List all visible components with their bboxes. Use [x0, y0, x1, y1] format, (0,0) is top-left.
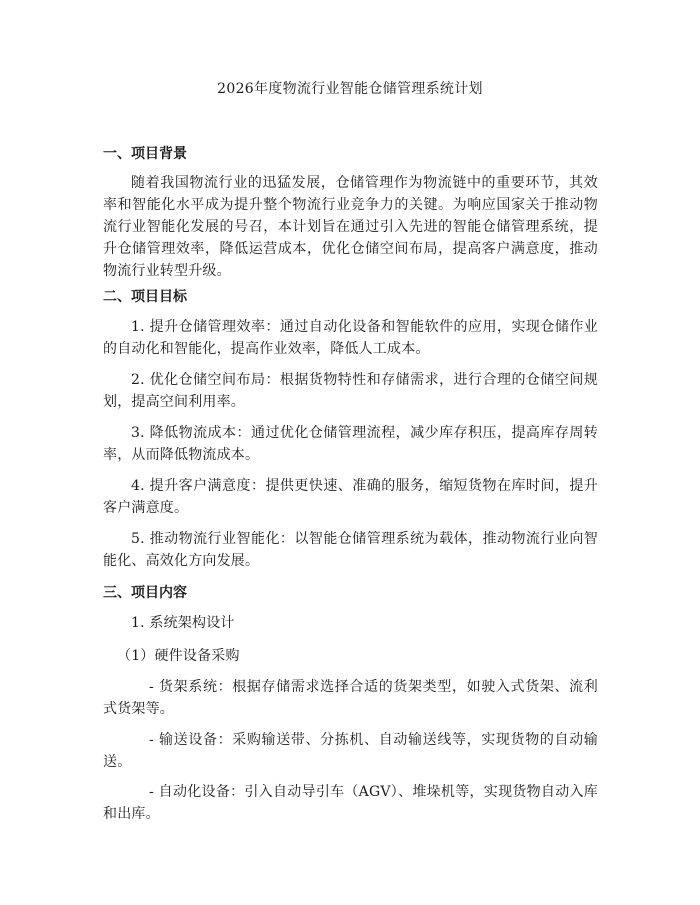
goal-item-2: 2. 优化仓储空间布局：根据货物特性和存储需求，进行合理的仓储空间规划，提高空间利用率。 — [103, 372, 598, 410]
hardware-item-automation-text: - 自动化设备：引入自动导引车（AGV）、堆垛机等，实现货物自动入库和出库。 — [103, 784, 598, 822]
goal-item-1: 1. 提升仓储管理效率：通过自动化设备和智能软件的应用，实现仓储作业的自动化和智能化，提高作业效率，降低人工成本。 — [103, 319, 598, 357]
hardware-item-conveyor-text: - 输送设备：采购输送带、分拣机、自动输送线等，实现货物的自动输送。 — [103, 732, 598, 770]
goal-item-3: 3. 降低物流成本：通过优化仓储管理流程，减少库存积压，提高库存周转率，从而降低物流成本。 — [103, 425, 598, 463]
section-heading-content: 三、项目内容 — [103, 585, 187, 601]
background-paragraph: 随着我国物流行业的迅猛发展，仓储管理作为物流链中的重要环节，其效率和智能化水平成为提升整个物流行业竞争力的关键。为响应国家关于推动物流行业智能化发展的号召，本计划旨在通过引入先进的智能仓储管理系统，提升仓储管理效率，降低运营成本，优化仓储空间布局，提高客户满意度，推动物流行业转型升级。 — [103, 175, 598, 279]
document-title: 2026年度物流行业智能仓储管理系统计划 — [217, 81, 483, 97]
hardware-item-shelving — [103, 676, 598, 720]
subheading-hardware-procurement: （1）硬件设备采购 — [117, 648, 240, 664]
hardware-item-automation — [103, 781, 598, 825]
hardware-item-shelving-text: - 货架系统：根据存储需求选择合适的货架类型，如驶入式货架、流利式货架等。 — [103, 679, 598, 717]
goal-item-4: 4. 提升客户满意度：提供更快速、准确的服务，缩短货物在库时间，提升客户满意度。 — [103, 478, 598, 516]
subheading-system-architecture: 1. 系统架构设计 — [131, 615, 235, 631]
section-heading-goals: 二、项目目标 — [103, 289, 187, 305]
hardware-item-conveyor — [103, 729, 598, 773]
section-heading-background: 一、项目背景 — [103, 146, 187, 162]
goal-item-5: 5. 推动物流行业智能化：以智能仓储管理系统为载体，推动物流行业向智能化、高效化方向发展。 — [103, 531, 598, 569]
